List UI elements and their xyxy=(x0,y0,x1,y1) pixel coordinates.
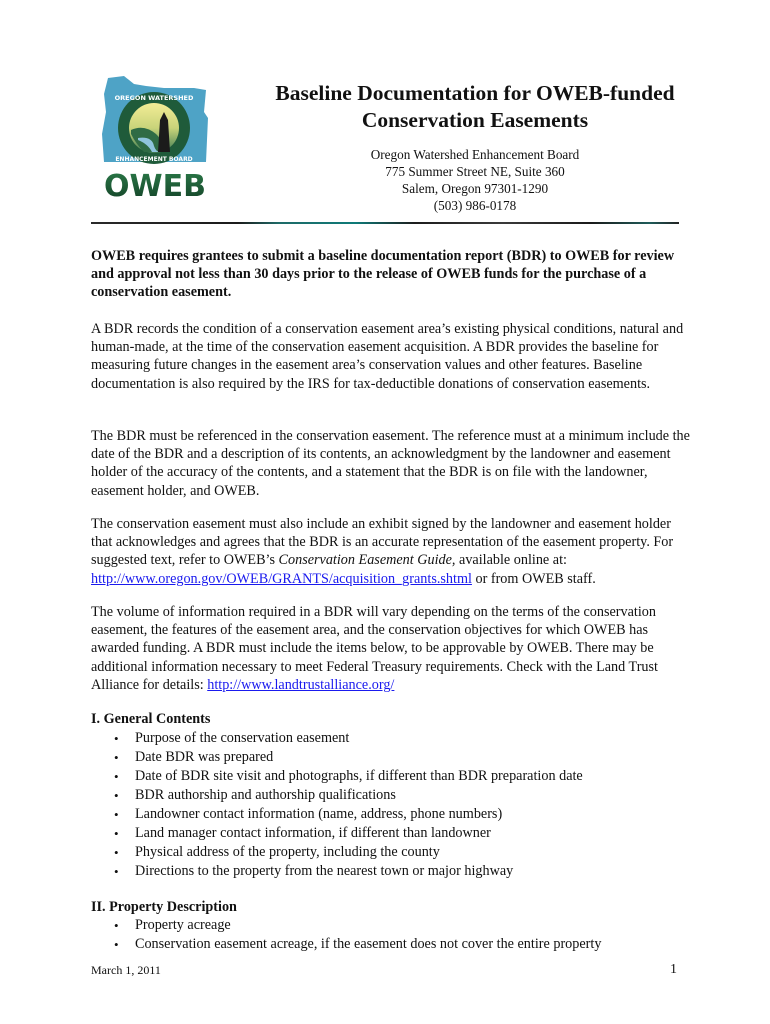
oweb-grants-link[interactable]: http://www.oregon.gov/OWEB/GRANTS/acquisition_grants.shtml xyxy=(91,570,472,587)
list-item: • BDR authorship and authorship qualifications xyxy=(114,787,396,803)
title-line-2: Conservation Easements xyxy=(361,108,589,132)
bullet-icon: • xyxy=(114,807,119,822)
list-item: • Physical address of the property, including the county xyxy=(114,844,440,860)
logo-ring-bottom-text: ENHANCEMENT BOARD xyxy=(115,156,193,163)
bullet-icon: • xyxy=(114,750,119,765)
intro-paragraph: OWEB requires grantees to submit a baseline documentation report (BDR) to OWEB for review and approval not less than 30 days prior to the release of OWEB funds for the purchase of a conservation easement. xyxy=(91,248,675,301)
bullet-icon: • xyxy=(114,845,119,860)
org-name: Oregon Watershed Enhancement Board xyxy=(370,147,580,162)
para3-text-mid: available online at: xyxy=(455,552,567,569)
paragraph-exhibit xyxy=(91,515,691,588)
bullet-icon: • xyxy=(114,769,119,784)
list-item: • Land manager contact information, if different than landowner xyxy=(114,825,491,841)
list-item: • Property acreage xyxy=(114,917,231,933)
document-title xyxy=(250,80,700,134)
address-block xyxy=(250,146,700,214)
list-item: • Purpose of the conservation easement xyxy=(114,730,350,746)
page-number: 1 xyxy=(670,962,677,977)
logo-wordmark: OWEB xyxy=(104,169,206,200)
para3-text-end: or from OWEB staff. xyxy=(471,570,596,587)
bullet-icon: • xyxy=(114,937,119,952)
paragraph-bdr-reference: The BDR must be referenced in the conservation easement. The reference must at a minimum include the date of the BDR and a description of its contents, an acknowledgment by the landowner and easement holder of the accuracy of the contents, and a statement that the BDR is on file with the landowner, easement holder, and OWEB. xyxy=(91,428,690,499)
oregon-state-logo-icon xyxy=(94,72,216,200)
para3-text-start: The conservation easement must also include an exhibit signed by the landowner and easement holder that acknowledges and agrees that the BDR is an accurate representation of the easement property. For suggested text, refer to OWEB’s xyxy=(91,516,674,569)
city-state-zip: Salem, Oregon 97301-1290 xyxy=(401,181,549,196)
phone-number: (503) 986-0178 xyxy=(433,198,517,213)
list-item: • Date of BDR site visit and photographs, if different than BDR preparation date xyxy=(114,768,583,784)
guide-title: Conservation Easement Guide, xyxy=(278,552,456,569)
header-divider xyxy=(91,222,679,224)
list-item: • Directions to the property from the nearest town or major highway xyxy=(114,863,514,879)
footer-date: March 1, 2011 xyxy=(91,963,161,977)
logo-ring-top-text: OREGON WATERSHED xyxy=(114,94,194,102)
street-address: 775 Summer Street NE, Suite 360 xyxy=(385,164,565,179)
list-item: • Conservation easement acreage, if the easement does not cover the entire property xyxy=(114,936,602,952)
land-trust-alliance-link[interactable]: http://www.landtrustalliance.org/ xyxy=(207,676,395,693)
title-line-1: Baseline Documentation for OWEB-funded xyxy=(275,81,675,105)
property-description-list xyxy=(91,916,601,954)
bullet-icon: • xyxy=(114,788,119,803)
section-heading-property-description: II. Property Description xyxy=(91,899,237,915)
bullet-icon: • xyxy=(114,826,119,841)
paragraph-bdr-records: A BDR records the condition of a conservation easement area’s existing physical conditions, natural and human-made, at the time of the conservation easement acquisition. A BDR provides the baseline for measuring future changes in the easement area’s conservation values and other features. Baseline documentation is also required by the IRS for tax-deductible donations of conservation easements. xyxy=(91,321,684,392)
general-contents-list xyxy=(91,729,583,881)
section-heading-general-contents: I. General Contents xyxy=(91,711,211,727)
paragraph-volume xyxy=(91,603,691,694)
para4-text: The volume of information required in a BDR will vary depending on the terms of the conservation easement, the features of the easement area, and the conservation objectives for which OWEB has awarded funding. A BDR must include the items below, to be approvable by OWEB. There may be additional information necessary to meet Federal Treasury requirements. Check with the Land Trust Alliance for details: xyxy=(91,604,658,693)
bullet-icon: • xyxy=(114,918,119,933)
list-item: • Landowner contact information (name, address, phone numbers) xyxy=(114,806,503,822)
bullet-icon: • xyxy=(114,731,119,746)
bullet-icon: • xyxy=(114,864,119,879)
oweb-logo xyxy=(94,72,216,200)
list-item: • Date BDR was prepared xyxy=(114,749,274,765)
